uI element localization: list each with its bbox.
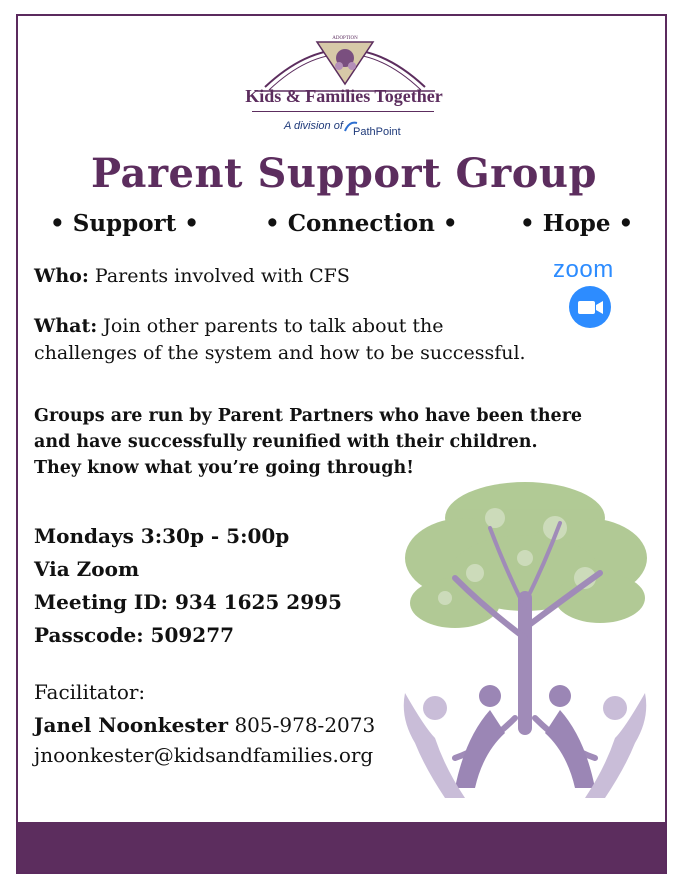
- groups-line-2: and have successfully reunified with their children.: [34, 432, 538, 452]
- tagline-hope: • Hope •: [520, 210, 634, 237]
- groups-line-1: Groups are run by Parent Partners who have been there: [34, 406, 583, 426]
- groups-paragraph: [34, 403, 582, 481]
- tagline-connection: • Connection •: [265, 210, 458, 237]
- division-prefix: A division of: [284, 120, 343, 132]
- zoom-wordmark: zoom: [553, 256, 614, 283]
- what-paragraph: [34, 313, 526, 367]
- who-label: Who:: [34, 265, 89, 287]
- meeting-passcode: Passcode: 509277: [34, 623, 235, 647]
- what-label: What:: [34, 315, 98, 337]
- footer-bar: [18, 822, 665, 872]
- facilitator-phone: 805-978-2073: [228, 713, 376, 737]
- family-tree-illustration: [395, 478, 655, 818]
- meeting-via: Via Zoom: [34, 557, 140, 581]
- logo-divider: [252, 111, 434, 112]
- meeting-id: Meeting ID: 934 1625 2995: [34, 590, 342, 614]
- facilitator-name: Janel Noonkester: [34, 713, 229, 737]
- who-line: [34, 263, 350, 290]
- tagline-support: • Support •: [50, 210, 199, 237]
- facilitator-line: [34, 712, 375, 739]
- meeting-schedule: Mondays 3:30p - 5:00p: [34, 524, 290, 548]
- org-name: Kids & Families Together: [245, 86, 443, 106]
- what-line-2: challenges of the system and how to be successful.: [34, 342, 526, 364]
- page-title: Parent Support Group: [91, 150, 597, 197]
- video-camera-icon: [569, 286, 611, 328]
- facilitator-label: Facilitator:: [34, 680, 146, 704]
- zoom-logo: [569, 286, 611, 328]
- facilitator-email[interactable]: jnoonkester@kidsandfamilies.org: [34, 743, 374, 767]
- groups-line-3: They know what you’re going through!: [34, 458, 414, 478]
- what-line-1: Join other parents to talk about the: [97, 315, 444, 337]
- logo-small-text: ADOPTION: [332, 36, 358, 41]
- who-text: Parents involved with CFS: [88, 265, 350, 287]
- division-name: PathPoint: [353, 126, 401, 138]
